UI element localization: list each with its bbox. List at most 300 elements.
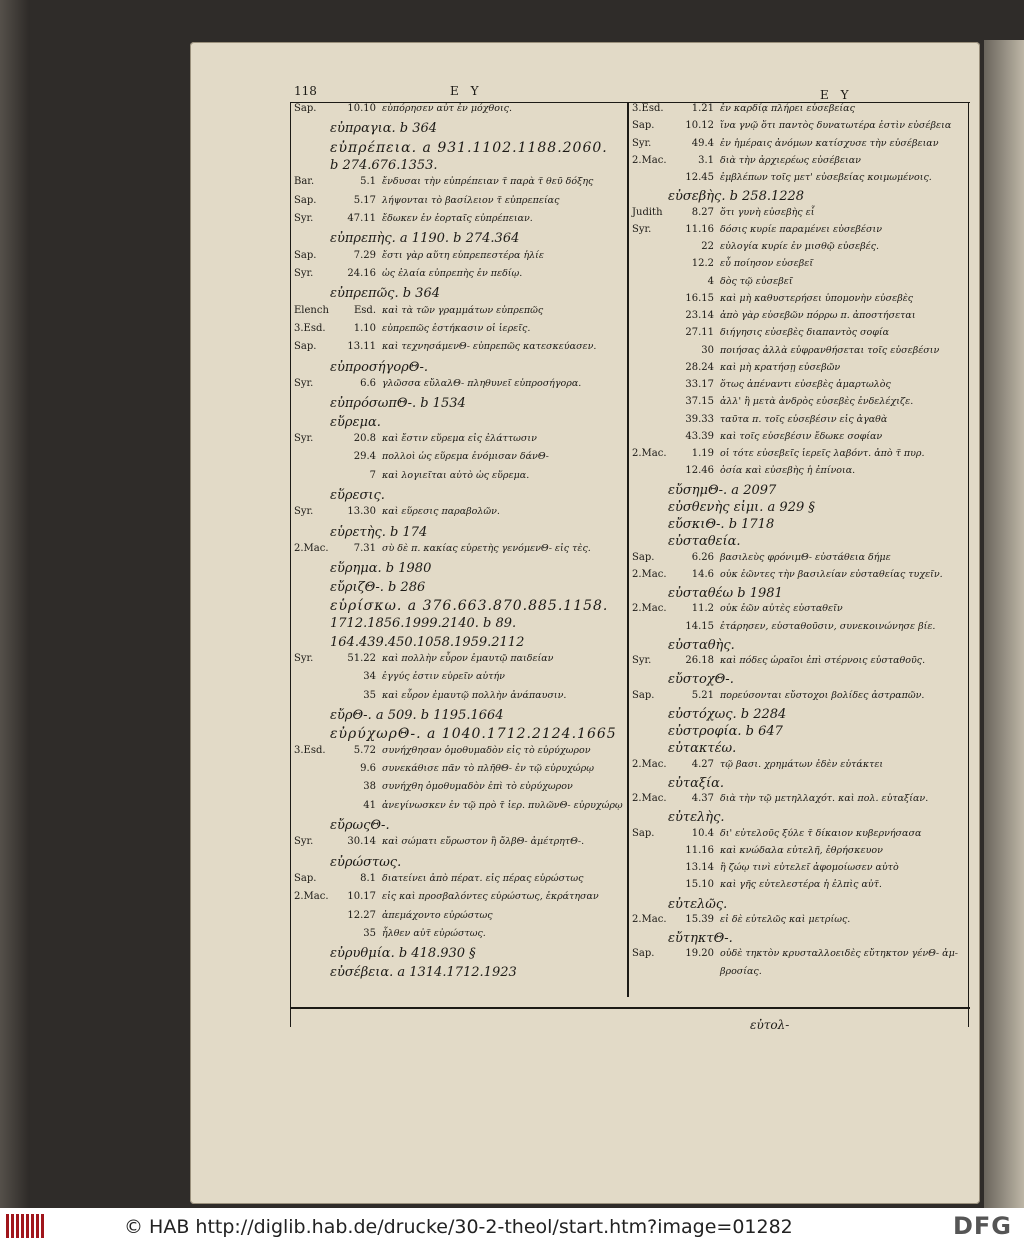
citation-verse: 11.2 <box>691 603 714 615</box>
citation-verse: 30 <box>701 344 714 356</box>
citation-verse: 7.29 <box>353 249 376 261</box>
entry-heading <box>632 708 786 721</box>
citation-verse: 10.10 <box>347 103 376 114</box>
entry-heading <box>294 709 504 722</box>
headword: εὐτελὴς. <box>668 810 725 826</box>
citation-verse: 35 <box>363 689 376 701</box>
citation-line <box>294 691 566 701</box>
citation-line <box>294 874 583 884</box>
entry-heading <box>632 639 735 652</box>
citation-text: συνεκάθισε πᾶν τὸ πλῆθΘ- ἐν τῷ εὐρυχώρῳ <box>382 763 594 774</box>
entry-heading <box>294 727 617 741</box>
headword: εὔτηκτΘ-. <box>668 931 733 947</box>
citation-verse: 49.4 <box>691 137 714 149</box>
citation-book: 2.Mac. <box>632 448 667 460</box>
citation-line <box>632 397 913 407</box>
citation-verse: 35 <box>363 928 376 939</box>
citation-verse: 12.46 <box>685 465 714 477</box>
citation-line <box>294 801 623 811</box>
citation-text: ἐμβλέπων τοῖς μετ' εὐσεβείας κοιμωμένοις. <box>720 172 932 184</box>
citation-text: οὐκ ἐῶν αὐτὲς εὐσταθεῖν <box>720 603 843 615</box>
citation-text: διατείνει ἀπὸ πέρατ. εἰς πέρας εὐρώστως <box>382 873 584 884</box>
citation-text: ὁσία καὶ εὐσεβὴς ἡ ἐπίνοια. <box>720 465 856 477</box>
citation-text: βροσίας. <box>720 965 762 977</box>
citation-line <box>632 794 928 804</box>
citation-text: καὶ εὗρον ἐμαυτῷ πολλὴν ἀνάπαυσιν. <box>382 689 567 701</box>
citation-text: εὐλογία κυρίε ἐν μισθῷ εὐσεβές. <box>720 241 880 253</box>
citation-text: ἀλλ' ἢ μετὰ ἀνδρὸς εὐσεβὲς ἐνδελέχιζε. <box>720 396 914 408</box>
citation-text: οὐδὲ τηκτὸν κρυσταλλοειδὲς εὔτηκτον γένΘ- ἀμ- <box>720 948 958 960</box>
entry-heading <box>632 777 724 790</box>
head-right: E Y <box>820 88 853 102</box>
citation-verse: 33.17 <box>685 379 714 391</box>
entry-heading <box>632 587 783 600</box>
citation-book: 2.Mac. <box>294 543 329 554</box>
facing-page-edge <box>984 40 1024 1208</box>
citation-book: Sap. <box>632 827 655 839</box>
citation-line <box>632 553 891 563</box>
citation-book: Syr. <box>632 223 652 235</box>
citation-text: ἐν ἡμέραις ἀνόμων κατίσχυσε τὴν εὐσέβειαν <box>720 137 939 149</box>
citation-text: ἀπὸ γὰρ εὐσεβῶν πόρρω π. ἀποστήσεται <box>720 310 916 322</box>
citation-text: συνήχθη ὁμοθυμαδὸν ἐπὶ τὸ εὐρύχωρον <box>382 781 573 793</box>
headword: 164.439.450.1058.1959.2112 <box>330 634 525 650</box>
citation-line <box>632 346 939 356</box>
citation-line <box>294 177 593 187</box>
citation-verse: 15.39 <box>685 913 714 925</box>
bottom-rule <box>290 1007 970 1009</box>
citation-book: 2.Mac. <box>632 568 667 580</box>
citation-text: δὸς τῷ εὐσεβεῖ <box>720 275 793 287</box>
citation-verse: 12.27 <box>347 909 376 921</box>
citation-verse: 10.12 <box>685 120 714 132</box>
catchword: εὐτολ- <box>750 1018 790 1032</box>
citation-verse: Esd. <box>353 304 376 316</box>
citation-verse: 11.16 <box>685 844 714 856</box>
citation-verse: 51.22 <box>347 653 376 664</box>
citation-verse: 4.37 <box>691 793 714 805</box>
citation-verse: 15.10 <box>685 879 714 891</box>
citation-line <box>632 415 887 425</box>
citation-line <box>632 949 958 959</box>
column-divider <box>627 102 629 997</box>
citation-line <box>632 760 883 770</box>
citation-book: 3.Esd. <box>294 323 326 334</box>
entry-heading <box>294 287 440 300</box>
citation-book: Syr. <box>294 213 314 224</box>
citation-text: δι' εὐτελοῦς ξύλε τ̃ δίκαιον κυβερνήσασα <box>720 827 922 839</box>
entry-heading <box>632 484 776 497</box>
citation-verse: 19.20 <box>685 948 714 960</box>
citation-text: εἰς καὶ προσβαλόντες εὐρώστως, ἐκράτησαν <box>382 891 599 903</box>
citation-book: Sap. <box>294 341 317 353</box>
citation-book: Sap. <box>632 689 655 701</box>
citation-verse: 8.1 <box>360 873 376 884</box>
citation-line <box>632 863 899 873</box>
citation-line <box>632 880 882 890</box>
citation-line <box>632 208 814 218</box>
citation-line <box>632 432 882 442</box>
citation-book: 2.Mac. <box>294 891 329 903</box>
citation-line <box>294 507 500 517</box>
citation-verse: 5.72 <box>353 744 376 756</box>
entry-heading <box>294 122 437 135</box>
citation-line <box>294 342 596 352</box>
citation-verse: 13.14 <box>685 862 714 874</box>
citation-line <box>294 214 533 224</box>
head-left: E Y <box>450 84 483 98</box>
headword: εὐπρόσωπΘ-. b 1534 <box>330 396 466 412</box>
citation-verse: 23.14 <box>685 310 714 322</box>
dfg-logo: DFG <box>952 1212 1012 1240</box>
citation-book: Syr. <box>294 433 314 444</box>
citation-text: ἔστι γὰρ αὕτη εὐπρεπεστέρα ἡλίε <box>382 249 544 261</box>
citation-text: ἐτάρησεν, εὐσταθοῦσιν, συνεκοινώνησε βίε. <box>720 620 936 632</box>
headword: εὐστόχως. b 2284 <box>668 706 787 722</box>
entry-heading <box>632 518 774 531</box>
citation-line <box>632 173 932 183</box>
citation-verse: 12.45 <box>685 172 714 184</box>
citation-line <box>294 452 549 462</box>
citation-line <box>632 363 840 373</box>
citation-line <box>632 311 916 321</box>
citation-verse: 20.8 <box>353 433 376 444</box>
citation-text: διὰ τὴν τῷ μετηλλαχότ. καὶ πολ. εὐταξίαν. <box>720 793 929 805</box>
citation-line <box>632 622 935 632</box>
citation-book: 2.Mac. <box>632 793 667 805</box>
headword: εὐρώστως. <box>330 854 402 870</box>
citation-book: Syr. <box>294 268 314 279</box>
citation-text: σὺ δὲ π. κακίας εὑρετὴς γενόμενΘ- εἰς τὲς. <box>382 543 591 554</box>
citation-text: εὖ ποίησον εὐσεβεῖ <box>720 258 814 270</box>
citation-book: Syr. <box>632 655 652 667</box>
citation-verse: 39.33 <box>685 413 714 425</box>
citation-book: 2.Mac. <box>632 913 667 925</box>
citation-line <box>632 139 939 149</box>
citation-verse: 27.11 <box>685 327 714 339</box>
citation-book: Sap. <box>632 120 655 132</box>
citation-line <box>632 915 850 925</box>
entry-heading <box>632 535 741 548</box>
entry-heading <box>294 141 608 155</box>
citation-line <box>632 328 889 338</box>
citation-text: καὶ μὴ κρατήσῃ εὐσεβῶν <box>720 361 841 373</box>
footer-bar <box>0 1208 1024 1244</box>
citation-line <box>294 471 529 481</box>
citation-line <box>294 746 591 756</box>
citation-line <box>632 656 925 666</box>
headword: εὐπροσήγορΘ-. <box>330 359 428 375</box>
citation-text: ἵνα γνῷ ὅτι παντὸς δυνατωτέρα ἐστὶν εὐσέβεια <box>720 120 952 132</box>
citation-book: Sap. <box>632 551 655 563</box>
left-rule <box>290 102 291 1027</box>
citation-verse: 24.16 <box>347 268 376 279</box>
citation-verse: 29.4 <box>353 451 376 463</box>
headword: εὐτακτέω. <box>668 741 737 757</box>
entry-heading <box>632 742 736 755</box>
headword: εὐπρέπεια. a 931.1102.1188.2060. <box>330 139 608 156</box>
headword: εὕρημα. b 1980 <box>330 561 432 577</box>
citation-text: οὐκ ἐῶντες τὴν βασιλείαν εὐσταθείας τυχεῖν. <box>720 568 943 580</box>
citation-line <box>294 196 559 206</box>
citation-text: διὰ τὴν ἀρχιερέως εὐσέβειαν <box>720 154 861 166</box>
citation-text: δόσις κυρίε παραμένει εὐσεβέσιν <box>720 223 883 235</box>
citation-text: εὐπόρησεν αὐτ ἐν μόχθοις. <box>382 103 513 114</box>
citation-line <box>294 434 537 444</box>
citation-text: καὶ πόδες ὡραῖοι ἐπὶ στέρνοις εὐσταθοῦς. <box>720 655 926 667</box>
citation-line <box>632 294 913 304</box>
citation-text: ἀνεγίνωσκεν ἐν τῷ πρὸ τ̃ ἱερ. πυλῶνΘ- εὐρυχώρῳ <box>382 799 623 811</box>
headword: εὐσταθὴς. <box>668 637 735 653</box>
citation-book: Syr. <box>294 836 314 848</box>
entry-heading <box>632 673 734 686</box>
citation-verse: 6.26 <box>691 551 714 563</box>
citation-text: τῷ βασι. χρημάτων ἐδὲν εὐτάκτει <box>720 758 884 770</box>
citation-verse: 22 <box>701 241 714 253</box>
citation-verse: 5.17 <box>353 194 376 206</box>
entry-heading <box>294 636 524 649</box>
citation-text: καὶ τοῖς εὐσεβέσιν ἔδωκε σοφίαν <box>720 430 883 442</box>
citation-book: 3.Esd. <box>294 744 326 756</box>
entry-heading <box>632 190 804 203</box>
right-rule <box>968 102 969 1027</box>
citation-book: Sap. <box>294 249 317 261</box>
running-head <box>290 82 970 102</box>
citation-text: ποιήσας ἀλλὰ εὐφρανθήσεται τοῖς εὐσεβέσιν <box>720 344 940 356</box>
citation-line <box>632 259 813 269</box>
citation-text: διήγησις εὐσεβὲς διαπαντὸς σοφία <box>720 327 890 339</box>
citation-line <box>294 269 522 279</box>
citation-verse: 8.27 <box>691 206 714 218</box>
headword: εὐπρεπῶς. b 364 <box>330 286 440 302</box>
citation-line <box>632 570 943 580</box>
entry-heading <box>294 947 476 960</box>
headword: 1712.1856.1999.2140. b 89. <box>330 616 517 632</box>
headword: εὔσκιΘ-. b 1718 <box>668 517 775 533</box>
headword: εὐστροφία. b 647 <box>668 724 783 740</box>
entry-heading <box>294 416 381 429</box>
citation-text: βασιλεὺς φρόνιμΘ- εὐστάθεια δήμε <box>720 551 891 563</box>
citation-verse: 6.6 <box>360 378 376 389</box>
citation-text: καὶ λογιεῖται αὐτὸ ὡς εὕρεμα. <box>382 469 530 481</box>
citation-line <box>632 691 924 701</box>
headword: εὔστοχΘ-. <box>668 672 734 688</box>
citation-line <box>294 892 599 902</box>
citation-text: οἱ τότε εὐσεβεῖς ἱερεῖς λαβόντ. ἀπὸ τ̃ πυρ. <box>720 448 925 460</box>
headword: εὑρετὴς. b 174 <box>330 524 428 540</box>
citation-verse: 34 <box>363 671 376 683</box>
citation-line <box>632 604 843 614</box>
citation-verse: 30.14 <box>347 836 376 848</box>
citation-verse: 10.4 <box>691 827 714 839</box>
citation-line <box>294 379 581 389</box>
entry-heading <box>294 966 517 979</box>
citation-line <box>294 104 512 114</box>
page-number: 118 <box>294 84 317 98</box>
headword: εὐρυθμία. b 418.930 § <box>330 946 476 962</box>
citation-line <box>632 829 921 839</box>
entry-heading <box>632 811 725 824</box>
citation-verse: 1.10 <box>353 323 376 334</box>
citation-text: καὶ μὴ καθυστερήσει ὑπομονὴν εὐσεβὲς <box>720 292 914 304</box>
citation-verse: 43.39 <box>685 430 714 442</box>
entry-heading <box>294 159 438 172</box>
page-frame <box>290 82 970 1027</box>
citation-line <box>294 929 486 939</box>
citation-book: Syr. <box>294 653 314 664</box>
citation-line <box>632 225 882 235</box>
citation-verse: 41 <box>363 799 376 811</box>
citation-text: ὅτως ἀπέναντι εὐσεβὲς ἁμαρτωλὸς <box>720 379 891 391</box>
headword: εὐσεβὴς. b 258.1228 <box>668 189 805 205</box>
citation-line <box>632 277 793 287</box>
entry-heading <box>294 581 425 594</box>
citation-book: Sap. <box>294 873 317 884</box>
headword: εὑρίσκω. a 376.663.870.885.1158. <box>330 598 609 614</box>
citation-book: Sap. <box>294 103 317 114</box>
citation-text: λήψονται τὸ βασίλειον τ̃ εὐπρεπείας <box>382 194 560 206</box>
citation-book: Syr. <box>632 137 652 149</box>
copyright-link[interactable]: © HAB http://diglib.hab.de/drucke/30-2-theol/start.htm?image=01282 <box>124 1216 793 1238</box>
citation-verse: 10.17 <box>347 891 376 903</box>
citation-verse: 5.1 <box>360 176 376 188</box>
entry-heading <box>632 932 733 945</box>
entry-heading <box>294 361 428 374</box>
citation-text: καὶ τεχνησάμενΘ- εὐπρεπῶς κατεσκεύασεν. <box>382 341 597 353</box>
citation-line <box>632 104 855 114</box>
citation-line <box>632 380 891 390</box>
citation-text: ἢ ζώῳ τινὶ εὐτελεῖ ἀφομοίωσεν αὐτὸ <box>720 862 899 874</box>
citation-verse: 1.19 <box>691 448 714 460</box>
citation-verse: 11.16 <box>685 223 714 235</box>
book-page <box>190 42 980 1204</box>
entry-heading <box>294 397 466 410</box>
citation-text: ἔδωκεν ἐν ἑορταῖς εὐπρέπειαν. <box>382 213 533 224</box>
citation-verse: 4 <box>707 275 714 287</box>
citation-line <box>294 837 584 847</box>
citation-line <box>632 121 951 131</box>
citation-line <box>294 306 543 316</box>
citation-line <box>632 242 879 252</box>
citation-book: Sap. <box>632 948 655 960</box>
citation-verse: 9.6 <box>360 763 376 774</box>
citation-book: 3.Esd. <box>632 103 664 114</box>
citation-verse: 28.24 <box>685 361 714 373</box>
headword: εὐπραγια. b 364 <box>330 121 438 137</box>
citation-book: Elench <box>294 304 329 316</box>
citation-book: Sap. <box>294 194 317 206</box>
citation-text: ἦλθεν αὐτ̃ εὐρώστως. <box>382 928 486 939</box>
citation-verse: 7 <box>369 469 376 481</box>
citation-verse: 16.15 <box>685 292 714 304</box>
headword: εὔσημΘ-. a 2097 <box>668 482 777 498</box>
headword: εὐσέβεια. a 1314.1712.1923 <box>330 964 517 980</box>
headword: εὐσταθέω b 1981 <box>668 586 783 602</box>
citation-line <box>294 251 544 261</box>
citation-book: Syr. <box>294 506 314 518</box>
citation-text: ἀπεμάχοντο εὐρώστως <box>382 909 493 921</box>
headword: εὐσθενὴς εἰμι. a 929 § <box>668 499 815 515</box>
entry-heading <box>632 725 783 738</box>
citation-verse: 38 <box>363 781 376 793</box>
citation-text: εἰ δὲ εὐτελῶς καὶ μετρίως. <box>720 913 851 925</box>
headword: εὔριζΘ-. b 286 <box>330 579 426 595</box>
citation-text: καὶ ἔστιν εὕρεμα εἰς ἐλάττωσιν <box>382 433 537 444</box>
citation-line <box>632 156 861 166</box>
hab-logo-icon <box>6 1214 46 1238</box>
citation-line <box>294 654 553 664</box>
citation-line <box>632 846 883 856</box>
citation-book: 2.Mac. <box>632 603 667 615</box>
citation-verse: 5.21 <box>691 689 714 701</box>
citation-text: ἐγγύς ἐστιν εὑρεῖν αὐτήν <box>382 671 505 683</box>
citation-verse: 47.11 <box>347 213 376 224</box>
citation-line <box>294 672 505 682</box>
citation-book: Bar. <box>294 176 315 188</box>
citation-verse: 26.18 <box>685 655 714 667</box>
entry-heading <box>294 489 385 502</box>
entry-heading <box>632 501 815 514</box>
headword: εὕρεμα. <box>330 414 381 430</box>
headword: εὕρεσις. <box>330 488 385 503</box>
entry-heading <box>632 898 727 911</box>
citation-text: ταῦτα π. τοῖς εὐσεβέσιν εἰς ἀγαθὰ <box>720 413 888 425</box>
citation-verse: 14.6 <box>691 568 714 580</box>
entry-heading <box>294 617 516 630</box>
entry-heading <box>294 819 390 832</box>
citation-verse: 14.15 <box>685 620 714 632</box>
citation-text: καὶ εὕρεσις παραβολῶν. <box>382 506 500 518</box>
entry-heading <box>294 856 401 869</box>
headword: εὐταξία. <box>668 775 725 791</box>
citation-verse: 7.31 <box>353 543 376 554</box>
citation-book: Syr. <box>294 378 314 389</box>
citation-text: καὶ σώματι εὔρωστον ἢ ὄλβΘ- ἀμέτρητΘ-. <box>382 836 585 848</box>
citation-line <box>632 449 925 459</box>
entry-heading <box>294 562 431 575</box>
citation-text: καὶ κνώδαλα εὐτελῆ, ἐθρήσκευον <box>720 844 883 856</box>
citation-line <box>294 764 594 774</box>
headword: εὐρύχωρΘ-. a 1040.1712.2124.1665 <box>330 726 617 743</box>
citation-line <box>294 911 493 921</box>
citation-line <box>294 324 530 334</box>
citation-verse: 13.11 <box>347 341 376 353</box>
headword: εὐσταθεία. <box>668 534 741 550</box>
citation-line <box>632 967 762 977</box>
citation-verse: 3.1 <box>698 154 714 166</box>
citation-line <box>294 782 573 792</box>
entry-heading <box>294 232 519 245</box>
citation-text: ὡς ἐλαία εὐπρεπὴς ἐν πεδίῳ. <box>382 268 523 279</box>
entry-heading <box>294 599 608 613</box>
citation-line <box>632 466 855 476</box>
citation-text: συνήχθησαν ὁμοθυμαδὸν εἰς τὸ εὐρύχωρον <box>382 744 591 756</box>
headword: εὐπρεπὴς. a 1190. b 274.364 <box>330 231 520 247</box>
citation-verse: 37.15 <box>685 396 714 408</box>
headword: b 274.676.1353. <box>330 158 438 173</box>
citation-text: ἐν καρδίᾳ πλήρει εὐσεβείας <box>720 103 855 114</box>
book-spine <box>0 0 30 1208</box>
citation-book: 2.Mac. <box>632 154 667 166</box>
citation-verse: 13.30 <box>347 506 376 518</box>
headword: εὔρΘ-. a 509. b 1195.1664 <box>330 708 504 723</box>
citation-verse: 4.27 <box>691 758 714 770</box>
citation-text: εὐπρεπῶς ἑστήκασιν οἱ ἱερεῖς. <box>382 323 531 334</box>
entry-heading <box>294 526 427 539</box>
citation-verse: 1.21 <box>691 103 714 114</box>
citation-book: 2.Mac. <box>632 758 667 770</box>
citation-book: Judith <box>632 206 663 218</box>
